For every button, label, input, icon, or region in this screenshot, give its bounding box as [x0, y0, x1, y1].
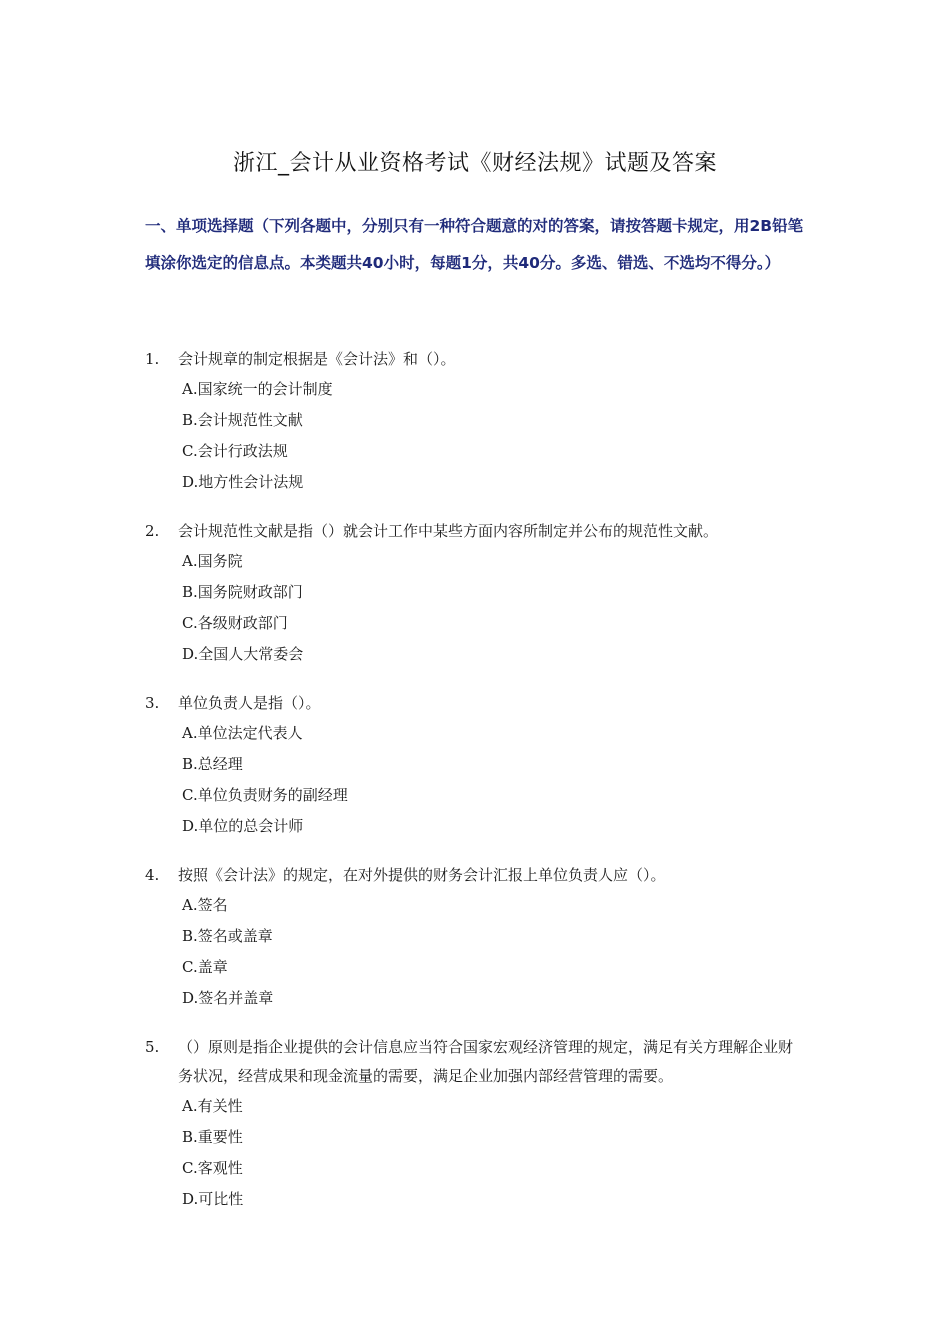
- document-title: 浙江_会计从业资格考试《财经法规》试题及答案: [232, 151, 717, 176]
- question-1: [145, 345, 807, 498]
- question-text: 按照《会计法》的规定，在对外提供的财务会计汇报上单位负责人应（）。: [178, 866, 666, 884]
- question-text: 会计规章的制定根据是《会计法》和（）。: [178, 350, 456, 368]
- option-list: [182, 374, 807, 498]
- question-list: [145, 345, 807, 1234]
- option-c: C.各级财政部门: [182, 614, 288, 632]
- option-c: C.单位负责财务的副经理: [182, 786, 348, 804]
- question-number: 4.: [145, 866, 160, 884]
- question-4: [145, 861, 807, 1014]
- question-number: 2.: [145, 522, 160, 540]
- option-d: D.全国人大常委会: [182, 645, 304, 663]
- question-5: [145, 1033, 807, 1215]
- option-b: B.重要性: [182, 1128, 243, 1146]
- question-number: 5.: [145, 1038, 160, 1056]
- option-list: [182, 890, 807, 1014]
- section-heading: 一、单项选择题（下列各题中，分别只有一种符合题意的对的答案，请按答题卡规定，用2B铅笔填涂你选定的信息点。本类题共40小时，每题1分，共40分。多选、错选、不选均不得分。）: [145, 217, 804, 272]
- option-list: [182, 718, 807, 842]
- option-d: D.签名并盖章: [182, 989, 274, 1007]
- option-a: A.国务院: [182, 552, 243, 570]
- question-number: 3.: [145, 694, 160, 712]
- question-3: [145, 689, 807, 842]
- question-text: 单位负责人是指（）。: [178, 694, 321, 712]
- question-text: 会计规范性文献是指（）就会计工作中某些方面内容所制定并公布的规范性文献。: [178, 522, 719, 540]
- option-a: A.单位法定代表人: [182, 724, 303, 742]
- option-b: B.会计规范性文献: [182, 411, 303, 429]
- option-b: B.国务院财政部门: [182, 583, 303, 601]
- option-b: B.总经理: [182, 755, 243, 773]
- option-d: D.单位的总会计师: [182, 817, 304, 835]
- option-a: A.国家统一的会计制度: [182, 380, 333, 398]
- option-b: B.签名或盖章: [182, 927, 273, 945]
- option-list: [182, 546, 807, 670]
- option-c: C.盖章: [182, 958, 228, 976]
- question-2: [145, 517, 807, 670]
- option-d: D.可比性: [182, 1190, 244, 1208]
- question-number: 1.: [145, 350, 160, 368]
- option-a: A.有关性: [182, 1097, 243, 1115]
- option-c: C.客观性: [182, 1159, 243, 1177]
- option-c: C.会计行政法规: [182, 442, 288, 460]
- option-list: [182, 1091, 807, 1215]
- question-text: （）原则是指企业提供的会计信息应当符合国家宏观经济管理的规定，满足有关方理解企业财务状况，经营成果和现金流量的需要，满足企业加强内部经营管理的需要。: [178, 1038, 794, 1085]
- option-d: D.地方性会计法规: [182, 473, 304, 491]
- option-a: A.签名: [182, 896, 228, 914]
